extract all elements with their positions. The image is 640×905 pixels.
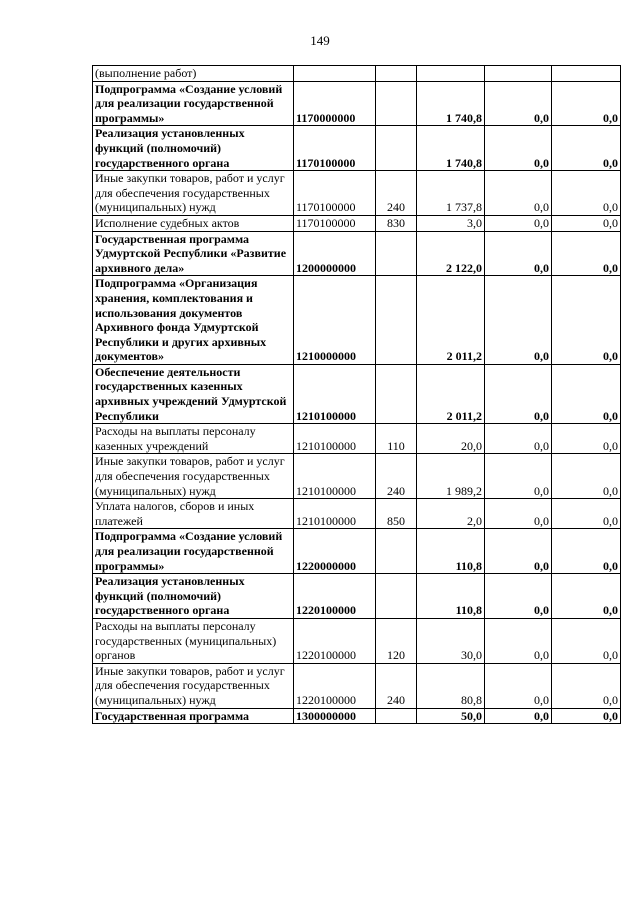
row-amount-year-after: 0,0 <box>552 126 621 171</box>
row-amount-next-year: 0,0 <box>485 574 552 619</box>
row-target-code <box>294 66 376 82</box>
row-target-code: 1300000000 <box>294 708 376 724</box>
row-amount-year-after <box>552 66 621 82</box>
table-row <box>93 231 621 276</box>
row-expense-type <box>376 276 417 365</box>
row-amount-year-after: 0,0 <box>552 574 621 619</box>
row-amount: 110,8 <box>417 574 485 619</box>
row-name: Реализация установленных функций (полномочий) государственного органа <box>93 126 294 171</box>
row-name: Иные закупки товаров, работ и услуг для обеспечения государственных (муниципальных) нужд <box>93 454 294 499</box>
budget-table-body <box>93 66 621 724</box>
row-name: Обеспечение деятельности государственных казенных архивных учреждений Удмуртской Республики <box>93 364 294 423</box>
table-row <box>93 424 621 454</box>
row-expense-type <box>376 66 417 82</box>
row-amount-next-year: 0,0 <box>485 454 552 499</box>
row-amount-year-after: 0,0 <box>552 231 621 276</box>
row-amount-next-year: 0,0 <box>485 499 552 529</box>
row-target-code: 1220000000 <box>294 529 376 574</box>
row-amount: 2,0 <box>417 499 485 529</box>
row-amount-next-year: 0,0 <box>485 81 552 126</box>
row-amount-next-year: 0,0 <box>485 215 552 231</box>
row-amount-next-year: 0,0 <box>485 618 552 663</box>
row-target-code: 1220100000 <box>294 618 376 663</box>
row-name: Уплата налогов, сборов и иных платежей <box>93 499 294 529</box>
row-expense-type <box>376 126 417 171</box>
row-expense-type: 850 <box>376 499 417 529</box>
row-expense-type <box>376 708 417 724</box>
row-target-code: 1170000000 <box>294 81 376 126</box>
table-row <box>93 276 621 365</box>
row-amount-year-after: 0,0 <box>552 364 621 423</box>
row-name: Расходы на выплаты персоналу государственных (муниципальных) органов <box>93 618 294 663</box>
row-name: Расходы на выплаты персоналу казенных учреждений <box>93 424 294 454</box>
row-name: Государственная программа Удмуртской Республики «Развитие архивного дела» <box>93 231 294 276</box>
row-amount-year-after: 0,0 <box>552 171 621 216</box>
row-expense-type <box>376 81 417 126</box>
row-amount-year-after: 0,0 <box>552 499 621 529</box>
row-amount: 80,8 <box>417 663 485 708</box>
row-amount-year-after: 0,0 <box>552 215 621 231</box>
table-row <box>93 454 621 499</box>
budget-table <box>92 65 621 724</box>
row-expense-type: 120 <box>376 618 417 663</box>
table-row <box>93 364 621 423</box>
row-amount-next-year <box>485 66 552 82</box>
row-target-code: 1210100000 <box>294 499 376 529</box>
row-amount-year-after: 0,0 <box>552 663 621 708</box>
table-row <box>93 663 621 708</box>
row-target-code: 1210000000 <box>294 276 376 365</box>
row-amount-next-year: 0,0 <box>485 126 552 171</box>
row-amount-year-after: 0,0 <box>552 708 621 724</box>
row-amount-year-after: 0,0 <box>552 618 621 663</box>
row-target-code: 1170100000 <box>294 126 376 171</box>
row-amount <box>417 66 485 82</box>
row-name: Государственная программа <box>93 708 294 724</box>
row-amount: 1 740,8 <box>417 81 485 126</box>
row-name: (выполнение работ) <box>93 66 294 82</box>
row-amount: 20,0 <box>417 424 485 454</box>
row-amount-next-year: 0,0 <box>485 663 552 708</box>
row-amount: 2 122,0 <box>417 231 485 276</box>
row-amount-year-after: 0,0 <box>552 276 621 365</box>
row-amount-year-after: 0,0 <box>552 529 621 574</box>
row-target-code: 1170100000 <box>294 171 376 216</box>
row-amount: 30,0 <box>417 618 485 663</box>
row-amount: 110,8 <box>417 529 485 574</box>
row-expense-type: 110 <box>376 424 417 454</box>
row-amount-year-after: 0,0 <box>552 454 621 499</box>
table-row <box>93 618 621 663</box>
row-name: Подпрограмма «Создание условий для реализации государственной программы» <box>93 529 294 574</box>
row-amount-year-after: 0,0 <box>552 81 621 126</box>
row-name: Подпрограмма «Создание условий для реализации государственной программы» <box>93 81 294 126</box>
row-target-code: 1210100000 <box>294 364 376 423</box>
row-amount-next-year: 0,0 <box>485 529 552 574</box>
table-row <box>93 574 621 619</box>
row-amount: 3,0 <box>417 215 485 231</box>
table-row <box>93 66 621 82</box>
row-amount: 1 740,8 <box>417 126 485 171</box>
row-expense-type: 240 <box>376 663 417 708</box>
row-expense-type: 830 <box>376 215 417 231</box>
row-target-code: 1220100000 <box>294 574 376 619</box>
row-target-code: 1200000000 <box>294 231 376 276</box>
row-target-code: 1210100000 <box>294 424 376 454</box>
row-name: Подпрограмма «Организация хранения, комплектования и использования документов Архивного фонда Удмуртской Республики и других архивных документов» <box>93 276 294 365</box>
table-row <box>93 126 621 171</box>
row-amount: 1 737,8 <box>417 171 485 216</box>
row-expense-type: 240 <box>376 454 417 499</box>
table-row <box>93 215 621 231</box>
row-expense-type <box>376 574 417 619</box>
row-amount-next-year: 0,0 <box>485 171 552 216</box>
row-target-code: 1170100000 <box>294 215 376 231</box>
row-expense-type <box>376 364 417 423</box>
row-amount-year-after: 0,0 <box>552 424 621 454</box>
row-amount-next-year: 0,0 <box>485 364 552 423</box>
row-expense-type <box>376 231 417 276</box>
table-row <box>93 529 621 574</box>
row-amount: 2 011,2 <box>417 276 485 365</box>
row-target-code: 1210100000 <box>294 454 376 499</box>
table-row <box>93 708 621 724</box>
table-row <box>93 499 621 529</box>
table-row <box>93 171 621 216</box>
row-expense-type: 240 <box>376 171 417 216</box>
row-amount: 50,0 <box>417 708 485 724</box>
table-row <box>93 81 621 126</box>
row-amount: 2 011,2 <box>417 364 485 423</box>
row-name: Иные закупки товаров, работ и услуг для обеспечения государственных (муниципальных) нужд <box>93 171 294 216</box>
row-amount: 1 989,2 <box>417 454 485 499</box>
row-amount-next-year: 0,0 <box>485 231 552 276</box>
row-name: Исполнение судебных актов <box>93 215 294 231</box>
row-amount-next-year: 0,0 <box>485 708 552 724</box>
row-name: Иные закупки товаров, работ и услуг для обеспечения государственных (муниципальных) нужд <box>93 663 294 708</box>
row-name: Реализация установленных функций (полномочий) государственного органа <box>93 574 294 619</box>
row-amount-next-year: 0,0 <box>485 424 552 454</box>
page-number: 149 <box>310 33 330 48</box>
row-amount-next-year: 0,0 <box>485 276 552 365</box>
row-expense-type <box>376 529 417 574</box>
row-target-code: 1220100000 <box>294 663 376 708</box>
